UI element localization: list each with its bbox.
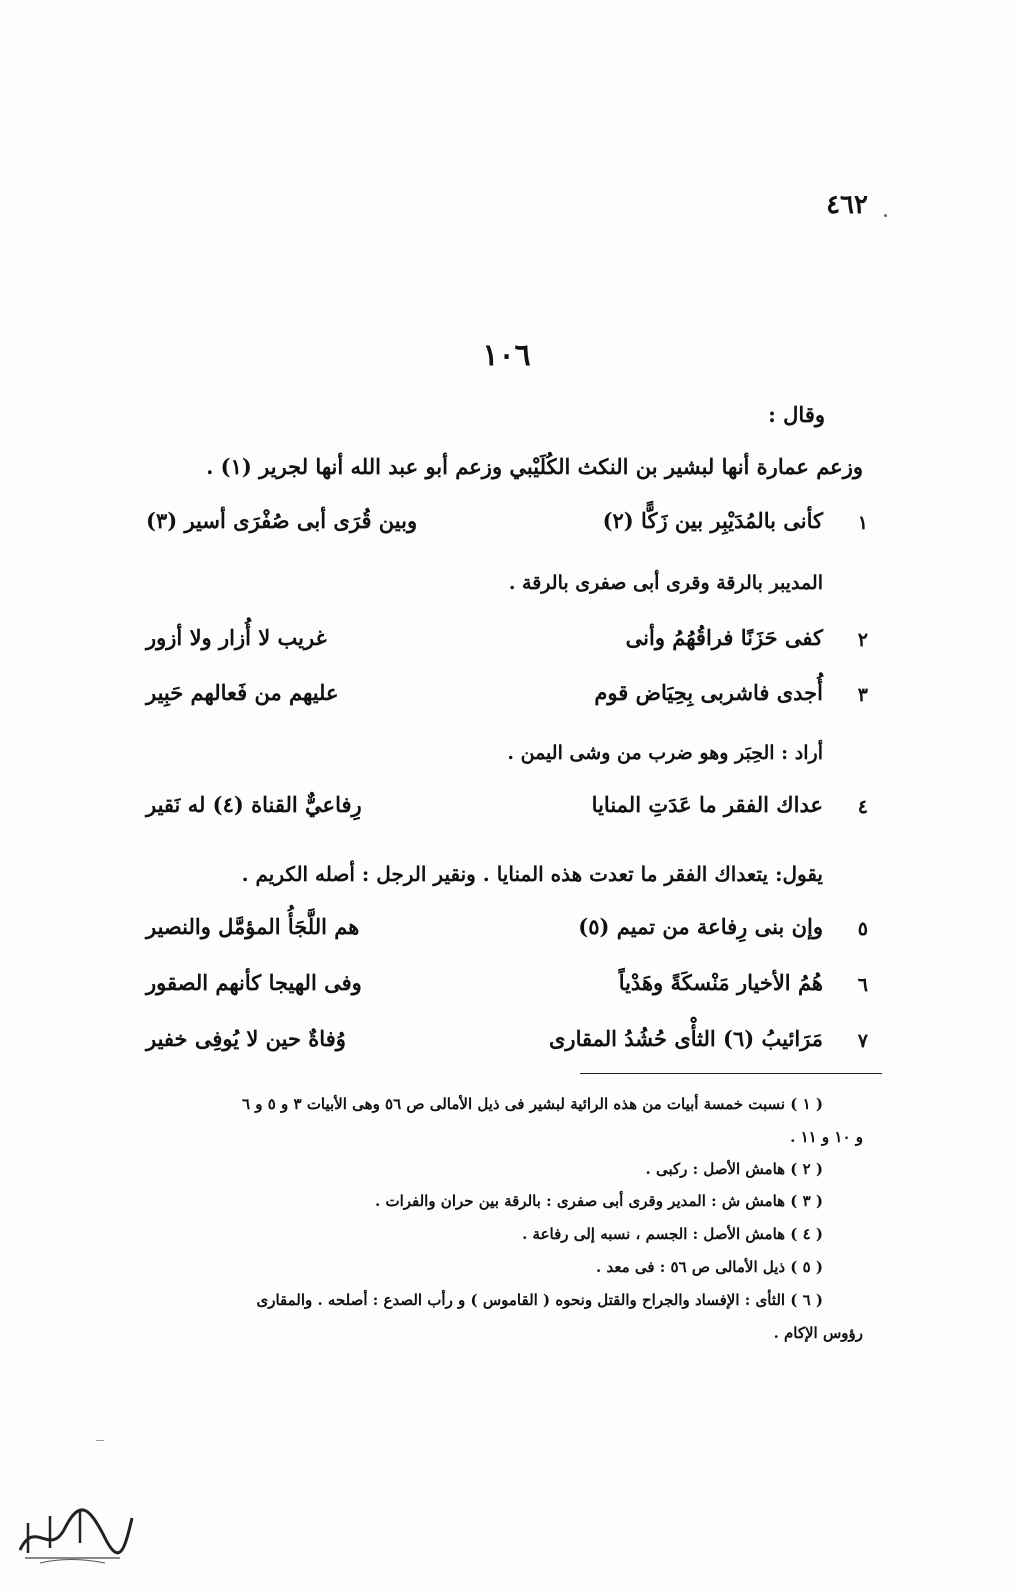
footnote: ( ٤ ) هامش الأصل : الجسم ، نسبه إلى رفاعة .	[522, 1225, 823, 1243]
verse-second-hemistich: وبين قُرَى أبى صُفْرَى أسير (٣)	[146, 508, 418, 533]
verse-second-hemistich: رِفاعيٌّ القناة (٤) له نَقير	[146, 792, 362, 817]
verse-line	[146, 625, 868, 665]
verse-number: ٦	[857, 974, 868, 996]
verse-second-hemistich: وُفاةٌ حين لا يُوفِى خفير	[146, 1026, 346, 1051]
verse-note: يقول: يتعداك الفقر ما تعدت هذه المنايا . ونقير الرجل : أصله الكريم .	[241, 862, 823, 886]
verse-first-hemistich: عداك الفقر ما عَدَتِ المنايا	[591, 792, 823, 817]
verse-number: ٧	[857, 1030, 868, 1052]
footnote: ( ٣ ) هامش ش : المدير وقرى أبى صفرى : بالرقة بين حران والفرات .	[375, 1192, 823, 1210]
verse-line	[146, 914, 868, 954]
verse-second-hemistich: وفى الهيجا كأنهم الصقور	[146, 970, 362, 995]
verse-number: ٣	[857, 684, 868, 706]
margin-mark	[96, 1440, 104, 1441]
verse-number: ٥	[857, 918, 868, 940]
verse-second-hemistich: غريب لا أُزار ولا أزور	[146, 625, 327, 650]
footnote-continuation: و ١٠ و ١١ .	[790, 1128, 863, 1146]
footnote-rule	[580, 1073, 882, 1074]
library-stamp-logo	[10, 1488, 140, 1568]
verse-first-hemistich: هُمُ الأخيار مَنْسكَةً وهَدْياً	[618, 970, 823, 995]
verse-first-hemistich: كأنى بالمُدَيْبِر بين زَكًّا (٢)	[602, 508, 823, 533]
verse-second-hemistich: هم اللَّجَأُ المؤمَّل والنصير	[146, 914, 360, 939]
footnote: ( ٢ ) هامش الأصل : ركبى .	[645, 1160, 823, 1178]
footnote: ( ٥ ) ذيل الأمالى ص ٥٦ : فى معد .	[596, 1258, 823, 1276]
verse-first-hemistich: وإن بنى رِفاعة من تميم (٥)	[578, 914, 823, 939]
verse-line	[146, 970, 868, 1010]
footnote: ( ٦ ) الثأى : الإفساد والجراح والقتل ونحوه ( القاموس ) و رأب الصدع : أصلحه . والمقارى	[256, 1291, 823, 1309]
verse-number: ١	[857, 512, 868, 534]
footnote: ( ١ ) نسبت خمسة أبيات من هذه الرائية لبشير فى ذيل الأمالى ص ٥٦ وهى الأبيات ٣ و ٥ و ٦	[242, 1095, 823, 1113]
verse-line	[146, 1026, 868, 1066]
scan-speck	[884, 214, 887, 217]
verse-first-hemistich: مَرَائيبُ (٦) الثأْى حُشُدُ المقارى	[548, 1026, 823, 1051]
page-number: ٤٦٢	[826, 190, 868, 220]
intro-said: وقال :	[768, 402, 825, 427]
verse-number: ٢	[857, 629, 868, 651]
verse-number: ٤	[857, 796, 868, 818]
verse-line	[146, 680, 868, 720]
verse-note: المديبر بالرقة وقرى أبى صفرى بالرقة .	[508, 572, 823, 594]
poem-number: ١٠٦	[482, 338, 531, 373]
verse-second-hemistich: عليهم من فَعالهم حَبِير	[146, 680, 339, 705]
verse-note: أراد : الحِبَر وهو ضرب من وشى اليمن .	[507, 742, 823, 764]
verse-first-hemistich: كفى حَزَنًا فراقُهُمُ وأنى	[625, 625, 823, 650]
verse-first-hemistich: أُجدى فاشربى بِحِيَاض قوم	[594, 680, 823, 705]
verse-line	[146, 508, 868, 548]
footnote-continuation: رؤوس الإكام .	[773, 1324, 863, 1342]
verse-line	[146, 792, 868, 832]
intro-attribution: وزعم عمارة أنها لبشير بن النكث الكُلَيْبي وزعم أبو عبد الله أنها لجرير (١) .	[206, 454, 863, 479]
